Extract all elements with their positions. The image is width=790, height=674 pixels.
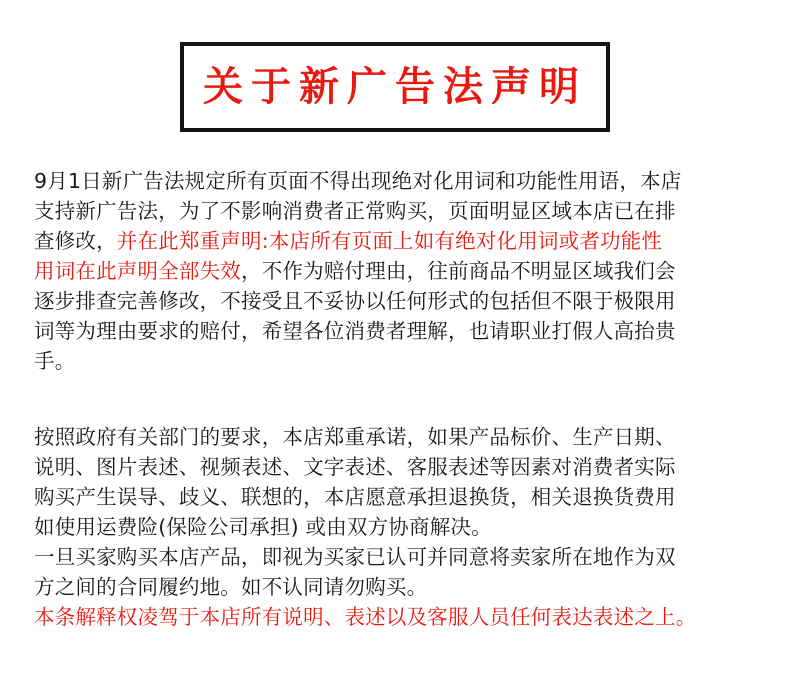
notice-paragraph-ad-law (34, 166, 764, 376)
highlighted-statement: 并在此郑重声明:本店所有页面上如有绝对化用词或者功能性 (116, 229, 663, 253)
paragraph-text: 查修改， (34, 229, 117, 253)
highlighted-statement: 本条解释权凌驾于本店所有说明、表述以及客服人员任何表达表述之上。 (34, 605, 697, 629)
paragraph-line: 购买产生误导、歧义、联想的，本店愿意承担退换货，相关退换货费用 (34, 485, 676, 509)
paragraph-line: 如使用运费险(保险公司承担) 或由双方协商解决。 (34, 515, 492, 539)
paragraph-line: 词等为理由要求的赔付，希望各位消费者理解，也请职业打假人高抬贵 (34, 319, 676, 343)
paragraph-line: 9月1日新广告法规定所有页面不得出现绝对化用词和功能性用语，本店 (34, 169, 682, 193)
page-title: 关于新广告法声明 (203, 64, 587, 110)
title-box (180, 42, 610, 132)
paragraph-text: ，不作为赔付理由，往前商品不明显区域我们会 (241, 259, 676, 283)
paragraph-line: 支持新广告法，为了不影响消费者正常购买，页面明显区域本店已在排 (34, 199, 676, 223)
paragraph-line: 按照政府有关部门的要求，本店郑重承诺，如果产品标价、生产日期、 (34, 425, 676, 449)
paragraph-line: 一旦买家购买本店产品，即视为买家已认可并同意将卖家所在地作为双 (34, 545, 676, 569)
paragraph-line: 方之间的合同履约地。如不认同请勿购买。 (34, 575, 428, 599)
paragraph-line: 逐步排查完善修改，不接受且不妥协以任何形式的包括但不限于极限用 (34, 289, 676, 313)
paragraph-line: 说明、图片表述、视频表述、文字表述、客服表述等因素对消费者实际 (34, 455, 676, 479)
paragraph-line (34, 226, 764, 256)
notice-paragraph-commitment (34, 422, 764, 632)
paragraph-line (34, 256, 764, 286)
highlighted-statement: 用词在此声明全部失效 (34, 259, 241, 283)
paragraph-line: 手。 (34, 349, 76, 373)
